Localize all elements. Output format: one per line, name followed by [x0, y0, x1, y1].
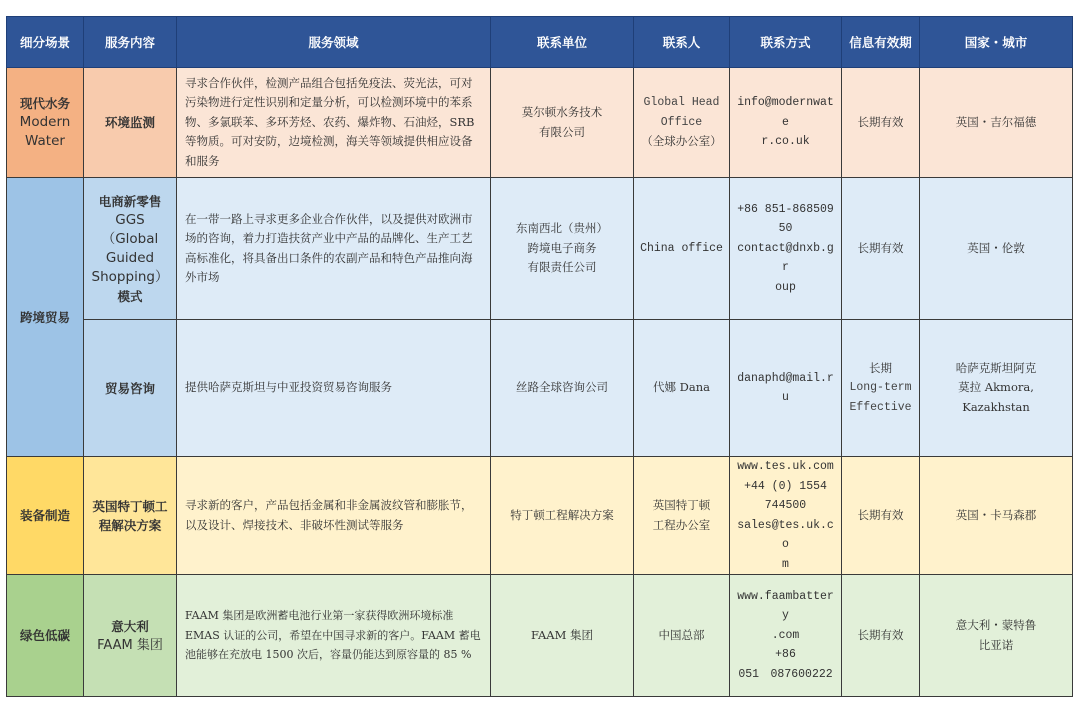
category-text: Modern — [19, 114, 71, 130]
category-text: 装备制造 — [19, 508, 70, 523]
phone-link[interactable]: +86 851-86850950 — [737, 202, 834, 236]
email-link[interactable]: contact@dnxb.gr — [737, 241, 834, 275]
header-contact: 联系人 — [634, 17, 730, 68]
header-method: 联系方式 — [730, 17, 842, 68]
unit-text: 莫尔顿水务技术 — [521, 105, 603, 119]
phone-link[interactable]: +86 — [775, 648, 796, 662]
unit-cell — [491, 575, 634, 697]
validity-text: 长期有效 — [857, 114, 904, 129]
header-validity: 信息有效期 — [842, 17, 920, 68]
validity-cell — [842, 68, 920, 178]
service-cell — [84, 457, 177, 575]
service-text: 环境监测 — [104, 115, 155, 130]
table-row — [7, 457, 1073, 575]
validity-cell — [842, 178, 920, 320]
contact-cell — [634, 68, 730, 178]
table-row — [7, 575, 1073, 697]
category-cell — [7, 68, 84, 178]
contact-cell — [634, 575, 730, 697]
description-cell: 在一带一路上寻求更多企业合作伙伴，以及提供对欧洲市场的咨询，着力打造扶贫产业中产品的品牌化、生产工艺高标准化，将具备出口条件的农副产品和特色产品推向海外市场 — [177, 178, 491, 320]
location-text: 意大利・蒙特鲁 — [955, 618, 1037, 632]
unit-cell — [491, 457, 634, 575]
website-link[interactable]: www.tes.uk.com — [737, 460, 834, 473]
header-category: 细分场景 — [7, 17, 84, 68]
category-text: 现代水务 — [19, 96, 70, 111]
header-location: 国家・城市 — [920, 17, 1073, 68]
unit-text: 丝路全球咨询公司 — [516, 380, 608, 395]
contact-cell — [634, 178, 730, 320]
unit-text: 有限责任公司 — [527, 260, 597, 275]
unit-cell — [491, 320, 634, 457]
unit-cell — [491, 68, 634, 178]
validity-cell — [842, 457, 920, 575]
service-text: 模式 — [117, 288, 143, 304]
contact-text: Global Head — [643, 96, 720, 110]
service-text: （Global — [101, 230, 159, 247]
service-text: Guided — [105, 249, 155, 266]
unit-text: 有限公司 — [539, 124, 585, 139]
unit-text: 东南西北（贵州） — [516, 221, 608, 236]
service-text: 程解决方案 — [98, 517, 162, 533]
description-cell: 提供哈萨克斯坦与中亚投资贸易咨询服务 — [177, 320, 491, 457]
unit-cell — [491, 178, 634, 320]
contact-text: 代娜 Dana — [653, 380, 710, 395]
table-row — [7, 68, 1073, 178]
service-cell — [84, 68, 177, 178]
description-cell: 寻求新的客户，产品包括金属和非金属波纹管和膨胀节，以及设计、焊接技术、非破坏性测试等服务 — [177, 457, 491, 575]
location-cell — [920, 178, 1073, 320]
contact-cell — [634, 457, 730, 575]
service-text: FAAM 集团 — [97, 637, 163, 653]
validity-cell — [842, 320, 920, 457]
header-unit: 联系单位 — [491, 17, 634, 68]
location-cell — [920, 320, 1073, 457]
phone-link[interactable]: 051 087600222 — [738, 667, 833, 681]
category-text: 跨境贸易 — [19, 309, 70, 325]
validity-text: 长期有效 — [857, 507, 904, 522]
contact-text: China office — [640, 241, 723, 255]
email-link[interactable]: info@modernwate — [737, 96, 834, 129]
validity-cell — [842, 575, 920, 697]
description-cell: FAAM 集团是欧洲蓄电池行业第一家获得欧洲环境标准 EMAS 认证的公司，希望在中国寻求新的客户。FAAM 蓄电池能够在充放电 1500 次后，容量仍能达到原容量的 85 % — [177, 575, 491, 697]
location-cell — [920, 575, 1073, 697]
service-text: 贸易咨询 — [104, 380, 155, 396]
location-text: Kazakhstan — [962, 399, 1030, 414]
location-text: 比亚诺 — [978, 637, 1014, 652]
phone-link[interactable]: +44 (0) 1554 — [744, 479, 827, 493]
location-text: 英国・卡马森郡 — [955, 507, 1037, 522]
phone-link[interactable]: 744500 — [764, 499, 807, 512]
method-cell — [730, 575, 842, 697]
method-cell — [730, 68, 842, 178]
table-row — [7, 320, 1073, 457]
description-cell: 寻求合作伙伴，检测产品组合包括免疫法、荧光法，可对污染物进行定性识别和定量分析，可以检测环境中的苯系物、多氯联苯、多环芳烃、农药、爆炸物、石油烃，SRB 等物质。可对安防，边境检测，海关等领域提供相应设备和服务 — [177, 68, 491, 178]
website-link[interactable]: .com — [771, 628, 800, 642]
contact-text: Office — [660, 115, 703, 129]
contact-text: 中国总部 — [658, 627, 705, 642]
table-row — [7, 178, 1073, 320]
contact-text: （全球办公室） — [641, 134, 722, 149]
category-cell — [7, 575, 84, 697]
service-cell — [84, 178, 177, 320]
category-text: 绿色低碳 — [19, 628, 70, 643]
header-field: 服务领域 — [177, 17, 491, 68]
service-cell — [84, 575, 177, 697]
method-cell — [730, 320, 842, 457]
unit-text: 跨境电子商务 — [527, 240, 597, 255]
contact-cell — [634, 320, 730, 457]
validity-text: 长期 — [869, 360, 892, 375]
validity-text: Effective — [849, 400, 912, 414]
email-link[interactable]: oup — [775, 280, 796, 294]
service-text: GGS — [115, 211, 145, 228]
category-cell — [7, 178, 84, 457]
method-cell — [730, 178, 842, 320]
unit-text: 特丁顿工程解决方案 — [510, 507, 614, 522]
location-text: 英国・吉尔福德 — [955, 114, 1037, 129]
service-text: 英国特丁顿工 — [92, 498, 168, 514]
service-text: 电商新零售 — [98, 193, 162, 209]
location-text: 哈萨克斯坦阿克 — [955, 360, 1037, 375]
email-link[interactable]: sales@tes.uk.co — [737, 518, 834, 551]
service-text: Shopping） — [91, 268, 169, 285]
contact-text: 工程办公室 — [652, 517, 711, 532]
category-cell — [7, 457, 84, 575]
category-text: Water — [25, 133, 65, 149]
location-cell — [920, 457, 1073, 575]
header-row — [7, 17, 1073, 68]
location-text: 莫拉 Akmora, — [958, 380, 1034, 395]
email-link[interactable]: danaphd@mail.ru — [737, 371, 834, 404]
header-service: 服务内容 — [84, 17, 177, 68]
service-directory-table — [6, 16, 1073, 697]
contact-text: 英国特丁顿 — [652, 498, 711, 512]
service-text: 意大利 — [111, 618, 149, 634]
validity-text: 长期有效 — [857, 240, 904, 255]
location-cell — [920, 68, 1073, 178]
email-link[interactable]: m — [782, 557, 789, 571]
validity-text: Long-term — [849, 381, 912, 395]
location-text: 英国・伦敦 — [967, 240, 1025, 255]
method-cell — [730, 457, 842, 575]
validity-text: 长期有效 — [857, 627, 904, 642]
email-link[interactable]: r.co.uk — [761, 135, 810, 149]
unit-text: FAAM 集团 — [530, 627, 594, 642]
website-link[interactable]: www.faambattery — [737, 589, 834, 623]
service-cell — [84, 320, 177, 457]
